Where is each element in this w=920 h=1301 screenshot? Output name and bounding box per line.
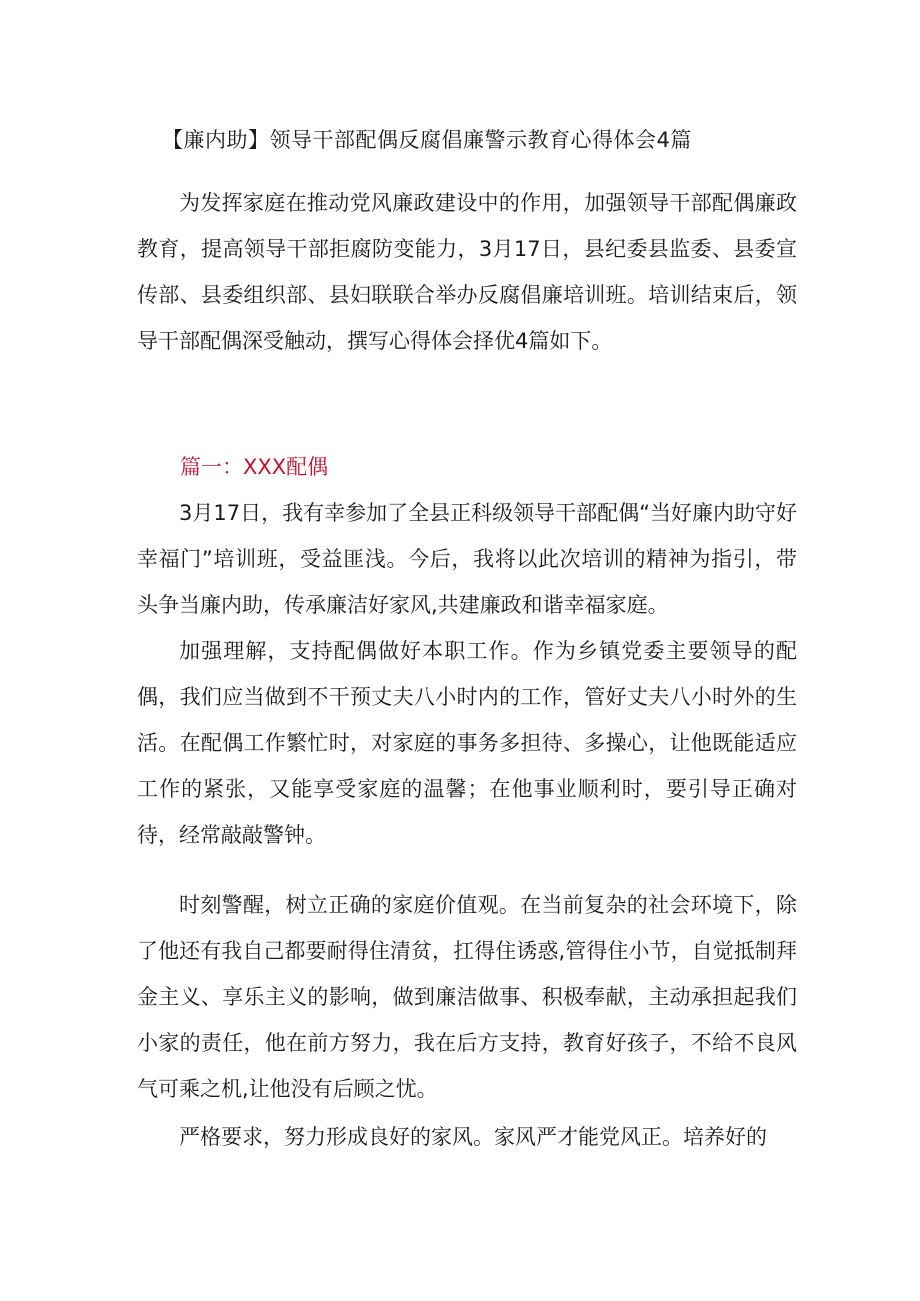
document-title: 【廉内助】领导干部配偶反腐倡廉警示教育心得体会4篇	[162, 128, 692, 152]
body-paragraph-1: 3月17日，我有幸参加了全县正科级领导干部配偶“当好廉内助守好幸福门”培训班，受益匪浅。今后，我将以此次培训的精神为指引，带头争当廉内助，传承廉洁好家风,共建廉政和谐幸福家庭。	[137, 501, 797, 617]
body-paragraph-4: 严格要求，努力形成良好的家风。家风严才能党风正。培养好的	[179, 1125, 767, 1149]
section-heading: 篇一：XXX配偶	[180, 455, 329, 479]
intro-paragraph: 为发挥家庭在推动党风廉政建设中的作用，加强领导干部配偶廉政教育，提高领导干部拒腐防变能力，3月17日，县纪委县监委、县委宣传部、县委组织部、县妇联联合举办反腐倡廉培训班。培训结束后，领导干部配偶深受触动，撰写心得体会择优4篇如下。	[137, 191, 797, 353]
body-paragraph-2: 加强理解，支持配偶做好本职工作。作为乡镇党委主要领导的配偶，我们应当做到不干预丈夫八小时内的工作，管好丈夫八小时外的生活。在配偶工作繁忙时，对家庭的事务多担待、多操心，让他既能适应工作的紧张，又能享受家庭的温馨；在他事业顺利时，要引导正确对待，经常敲敲警钟。	[137, 639, 797, 847]
body-paragraph-3: 时刻警醒，树立正确的家庭价值观。在当前复杂的社会环境下，除了他还有我自己都要耐得住清贫，扛得住诱惑,管得住小节，自觉抵制拜金主义、享乐主义的影响，做到廉洁做事、积极奉献，主动承担起我们小家的责任，他在前方努力，我在后方支持，教育好孩子，不给不良风气可乘之机,让他没有后顾之忧。	[137, 893, 797, 1101]
